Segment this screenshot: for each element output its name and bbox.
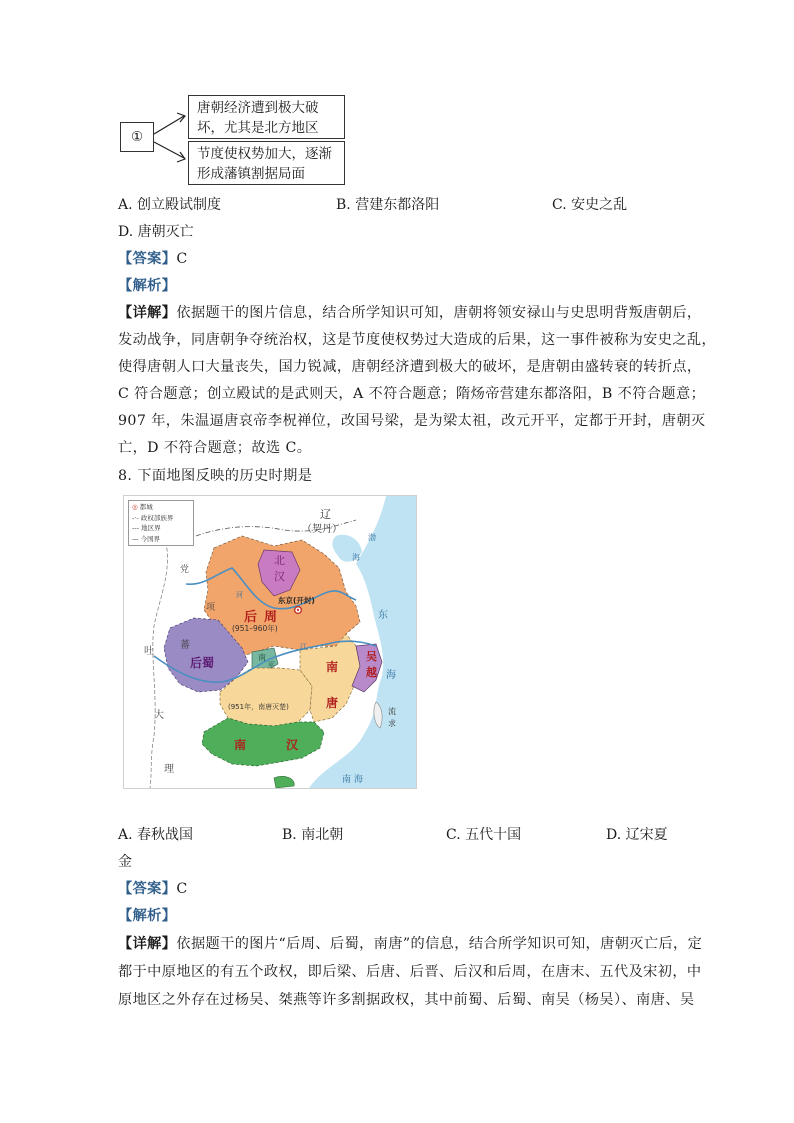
label-dongjing: 东京(开封)	[278, 596, 315, 605]
label-houzhou-years: (951–960年)	[232, 624, 278, 633]
label-nanhan-2: 汉	[286, 738, 299, 752]
source-label: ①	[130, 129, 144, 145]
label-tu: 吐	[144, 646, 154, 657]
detail-label: 【详解】	[118, 305, 177, 321]
analysis-label: 【解析】	[118, 278, 177, 294]
label-hai: 海	[352, 553, 360, 562]
legend-country-text: 今国界	[140, 534, 161, 543]
q8-line-2: 原地区之外存在过杨吴、桀燕等许多割据政权，其中前蜀、后蜀、南吴（杨吴）、南唐、吴	[118, 992, 695, 1008]
legend-regime-text: 政权部族界	[140, 513, 174, 522]
label-da: 大	[154, 710, 164, 721]
capital-kaifeng-dot	[297, 609, 299, 611]
answer-value: C	[176, 251, 188, 267]
label-houzhou-2: 周	[264, 610, 278, 625]
arrow-down-line	[154, 142, 184, 158]
source-box	[120, 122, 154, 152]
q7-option-a: A. 创立殿试制度	[118, 197, 222, 213]
effect-box-fanzhen	[188, 141, 345, 185]
q8-option-d-wrap: 金	[118, 854, 132, 870]
q8-option-d: D. 辽宋夏	[606, 827, 668, 843]
q8-option-a: A. 春秋战国	[118, 827, 194, 843]
q7-answer	[118, 248, 188, 268]
label-nanhan-1: 南	[234, 738, 247, 752]
label-xiang: 项	[206, 603, 216, 613]
q7-line-1: 发动战争，同唐朝争夺统治权，这是节度使权势过大造成的后果，这一事件被称为安史之乱，	[118, 332, 717, 348]
map-legend	[128, 500, 194, 546]
q8-option-b: B. 南北朝	[282, 827, 344, 843]
q8-answer	[118, 878, 188, 898]
q7-detail-line	[118, 302, 702, 322]
effect1-line2: 坏，尤其是北方地区	[197, 120, 319, 136]
label-dong: 东	[378, 610, 388, 621]
q7-line-4: 907 年，朱温逼唐哀帝李柷禅位，改国号梁，是为梁太祖，改元开平，定都于开封，唐朝灭	[118, 413, 706, 429]
q8-stem: 8. 下面地图反映的历史时期是	[118, 468, 313, 484]
detail-label: 【详解】	[118, 936, 177, 952]
q8-detail-line	[118, 933, 702, 953]
q8-line-1: 都于中原地区的有五个政权，即后梁、后唐、后晋、后汉和后周，在唐末、五代及宋初，中	[118, 964, 702, 980]
label-nanping-1: 南	[258, 653, 266, 662]
label-liuqiu-2: 求	[388, 719, 396, 728]
label-he: 河	[236, 591, 243, 599]
label-li: 理	[164, 764, 174, 775]
diagram-arrows	[150, 108, 190, 168]
label-nanhai: 南 海	[342, 775, 363, 785]
legend-capital-text: 都城	[139, 503, 153, 511]
q8-option-c: C. 五代十国	[446, 827, 522, 843]
legend-region-border: --- 地区界	[132, 524, 161, 532]
effect2-line1: 节度使权势加大，逐渐	[197, 146, 332, 162]
label-liao: 辽	[320, 508, 331, 521]
label-wuyue-2: 越	[366, 666, 377, 679]
five-dynasties-map	[123, 495, 417, 789]
label-qidan: （契丹）	[302, 524, 342, 535]
label-jiang: 江	[300, 643, 307, 651]
label-fan: 蕃	[180, 640, 190, 651]
legend-country-border: — 今国界	[132, 534, 161, 543]
label-beihan-1: 北	[274, 554, 285, 567]
q8-analysis-heading	[118, 905, 176, 925]
arrow-up-line	[154, 116, 184, 134]
q7-option-d: D. 唐朝灭亡	[118, 224, 194, 240]
effect-box-economy	[188, 95, 345, 139]
answer-label: 【答案】	[118, 881, 177, 897]
effect1-line1: 唐朝经济遭到极大破	[197, 100, 319, 116]
legend-capital: ◎ 都城	[132, 503, 153, 511]
label-beihan-2: 汉	[274, 570, 285, 583]
label-wuyue-1: 吴	[366, 650, 377, 663]
q7-option-b: B. 营建东都洛阳	[336, 197, 440, 213]
q7-option-c: C. 安史之乱	[552, 197, 628, 213]
label-nantang-2: 唐	[326, 696, 339, 710]
q8-line-0: 依据题干的图片“后周、后蜀，南唐”的信息，结合所学知识可知，唐朝灭亡后，定	[176, 936, 703, 952]
legend-regime-border: -·- 政权部族界	[132, 513, 174, 522]
label-dang: 党	[180, 565, 190, 575]
label-chu-note: (951年，南唐灭楚)	[228, 703, 289, 711]
label-nanping-2: 平	[267, 661, 275, 670]
label-liuqiu-1: 流	[388, 707, 396, 716]
q7-line-2: 使得唐朝人口大量丧失，国力锐减，唐朝经济遭到极大的破坏，是唐朝由盛转衰的转折点，	[118, 359, 702, 375]
label-nantang-1: 南	[326, 660, 339, 674]
label-bo: 渤	[368, 533, 376, 542]
q7-analysis-heading	[118, 275, 176, 295]
legend-region-text: 地区界	[141, 524, 161, 532]
answer-value: C	[176, 881, 188, 897]
q7-line-5: 亡，D 不符合题意；故选 C。	[118, 440, 312, 456]
label-hai-2: 海	[386, 670, 396, 681]
analysis-label: 【解析】	[118, 908, 177, 924]
answer-label: 【答案】	[118, 251, 177, 267]
label-houzhou-1: 后	[244, 610, 258, 625]
label-houshu: 后蜀	[190, 656, 215, 670]
effect2-line2: 形成藩镇割据局面	[197, 166, 305, 182]
q7-line-3: C 符合题意；创立殿试的是武则天，A 不符合题意；隋炀帝营建东都洛阳，B 不符合题意；	[118, 386, 706, 402]
q7-line-0: 依据题干的图片信息，结合所学知识可知，唐朝将领安禄山与史思明背叛唐朝后，	[176, 305, 702, 321]
